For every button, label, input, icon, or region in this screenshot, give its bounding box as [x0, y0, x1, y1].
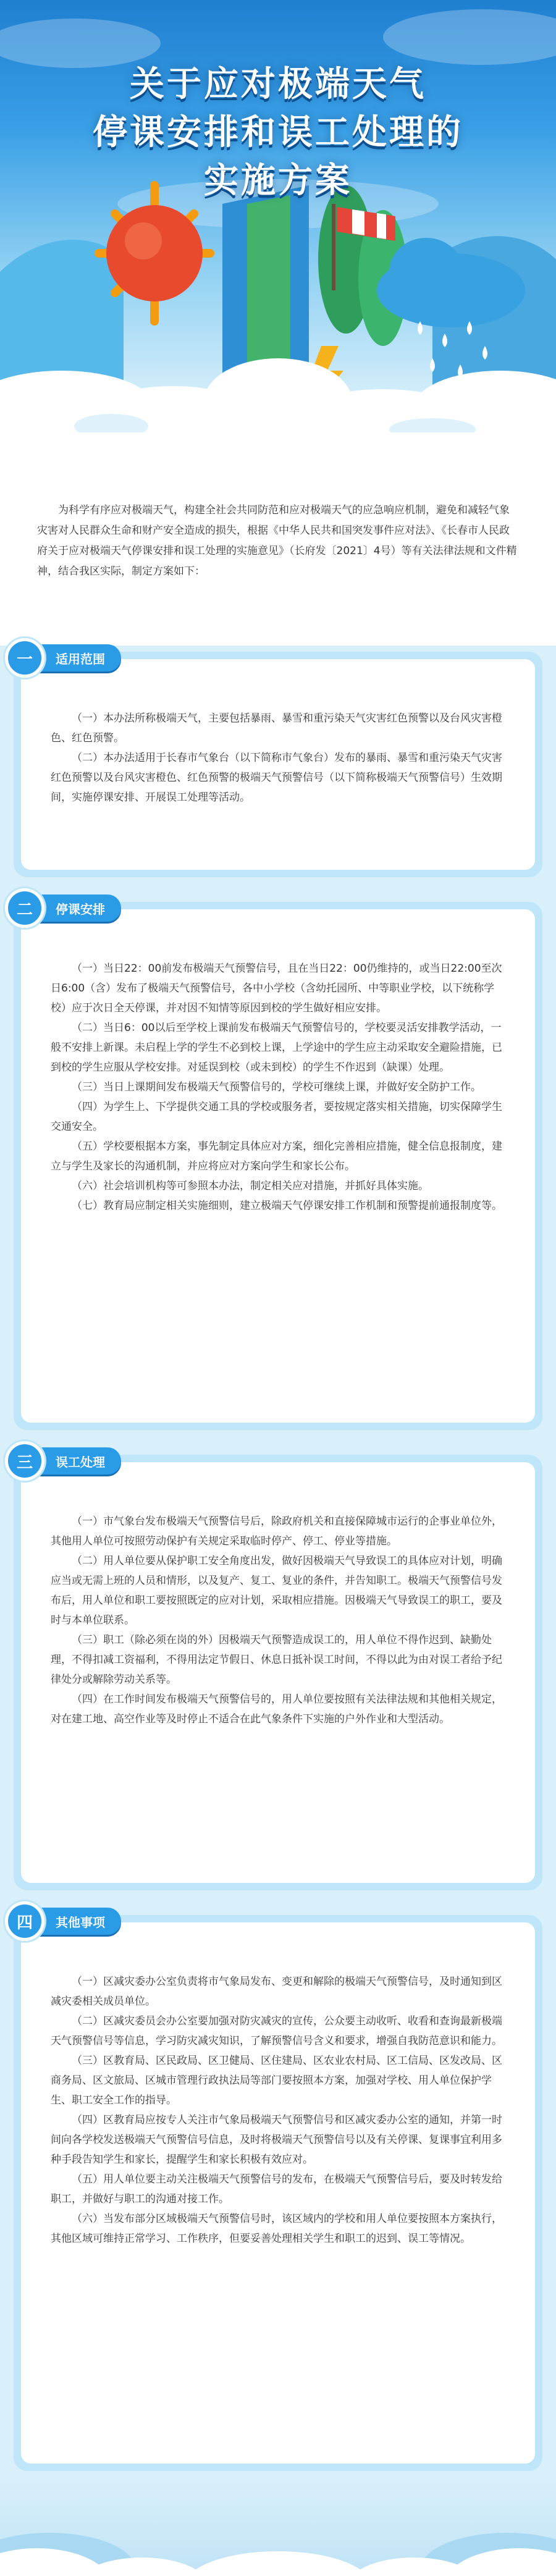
- section-header: [5, 638, 121, 678]
- paragraph: （二）本办法适用于长春市气象台（以下简称市气象台）发布的暴雨、暴雪和重污染天气灾害红色预警以及台风灾害橙色、红色预警的极端天气预警信号（以下简称极端天气预警信号）生效期间，实施停课安排、开展误工处理等活动。: [51, 752, 502, 804]
- section-class-suspension: [14, 902, 542, 1430]
- section-body: [51, 1972, 505, 2249]
- section-other-matters: [14, 1915, 542, 2471]
- section-title: 适用范围: [37, 644, 121, 671]
- section-body: [51, 959, 505, 1216]
- paragraph: （三）当日上课期间发布极端天气预警信号的，学校可继续上课，并做好安全防护工作。: [72, 1081, 481, 1093]
- section-card: [16, 1913, 535, 2464]
- section-body: [51, 1512, 505, 1729]
- title-line: 关于应对极端天气: [130, 64, 426, 104]
- paragraph: （四）在工作时间发布极端天气预警信号的，用人单位要按照有关法律法规和其他相关规定，对在建工地、高空作业等及时停止不适合在此气象条件下实施的户外作业和大型活动。: [51, 1693, 502, 1725]
- section-title: 停课安排: [37, 894, 121, 922]
- hero-banner: [0, 0, 556, 432]
- section-card: [16, 650, 535, 870]
- section-header: [5, 888, 121, 928]
- section-body: [51, 709, 505, 807]
- page-title: [0, 61, 556, 205]
- section-title: 误工处理: [37, 1447, 121, 1475]
- paragraph: （五）用人单位要主动关注极端天气预警信号的发布，在极端天气预警信号后，要及时转发给职工，并做好与职工的沟通对接工作。: [51, 2173, 502, 2205]
- section-number-badge: 三: [5, 1441, 44, 1481]
- section-number-badge: 四: [5, 1901, 44, 1941]
- paragraph: （一）本办法所称极端天气，主要包括暴雨、暴雪和重污染天气灾害红色预警以及台风灾害橙色、红色预警。: [51, 712, 502, 744]
- paragraph: （一）当日22：00前发布极端天气预警信号，且在当日22：00仍维持的，或当日22:00至次日6:00（含）发布了极端天气预警信号，各中小学校（含幼托园所、中等职业学校，以下统称学校）应于次日全天停课，并对因不知情等原因到校的学生做好相应安排。: [51, 962, 502, 1014]
- paragraph: （二）当日6：00以后至学校上课前发布极端天气预警信号的，学校要灵活安排教学活动，一般不安排上新课。未启程上学的学生不必到校上课，上学途中的学生应主动采取安全避险措施，已到校的学生应服从学校安排。对延误到校（或未到校）的学生不作迟到（缺课）处理。: [51, 1022, 502, 1074]
- footer-clouds: [0, 2477, 556, 2576]
- paragraph: （五）学校要根据本方案，事先制定具体应对方案，细化完善相应措施，健全信息报制度，建立与学生及家长的沟通机制，并应将应对方案向学生和家长公布。: [51, 1140, 502, 1172]
- paragraph: （四）为学生上、下学提供交通工具的学校或服务者，要按规定落实相关措施，切实保障学生交通安全。: [51, 1101, 502, 1133]
- paragraph: （一）市气象台发布极端天气预警信号后，除政府机关和直接保障城市运行的企事业单位外，其他用人单位可按照劳动保护有关规定采取临时停产、停工、停业等措施。: [51, 1515, 502, 1547]
- section-scope: [14, 652, 542, 877]
- section-card: [16, 1453, 535, 1883]
- section-number-badge: 一: [5, 638, 44, 678]
- section-header: [5, 1441, 121, 1481]
- intro-section: [0, 432, 556, 646]
- intro-paragraph: 为科学有序应对极端天气，构建全社会共同防范和应对极端天气的应急响应机制，避免和减轻气象灾害对人民群众生命和财产安全造成的损失，根据《中华人民共和国突发事件应对法》、《长春市人民政府关于应对极端天气停课安排和误工处理的实施意见》（长府发〔2021〕4号）等有关法律法规和文件精神，结合我区实际，制定方案如下：: [37, 504, 517, 578]
- section-number-badge: 二: [5, 888, 44, 928]
- paragraph: （六）当发布部分区域极端天气预警信号时，该区域内的学校和用人单位要按照本方案执行，其他区域可维持正常学习、工作秩序，但要妥善处理相关学生和职工的迟到、误工等情况。: [51, 2213, 502, 2245]
- footer-decoration: [0, 2477, 556, 2576]
- title-line: 停课安排和误工处理的: [93, 112, 463, 153]
- paragraph: （三）区教育局、区民政局、区卫健局、区住建局、区农业农村局、区工信局、区发改局、区商务局、区文旅局、区城市管理行政执法局等部门要按照本方案，加强对学校、用人单位保护学生、职工安全工作的指导。: [51, 2055, 502, 2107]
- paragraph: （一）区减灾委办公室负责将市气象局发布、变更和解除的极端天气预警信号，及时通知到区减灾委相关成员单位。: [51, 1976, 502, 2008]
- section-header: [5, 1901, 121, 1941]
- paragraph: （七）教育局应制定相关实施细则，建立极端天气停课安排工作机制和预警提前通报制度等。: [72, 1200, 502, 1212]
- paragraph: （六）社会培训机构等可参照本办法，制定相关应对措施，并抓好具体实施。: [72, 1180, 429, 1192]
- section-card: [16, 900, 535, 1423]
- title-line: 实施方案: [204, 161, 352, 201]
- section-title: 其他事项: [37, 1908, 121, 1935]
- paragraph: （二）用人单位要从保护职工安全角度出发，做好因极端天气导致误工的具体应对计划，明确应当或无需上班的人员和情形，以及复产、复工、复业的条件，并告知职工。极端天气预警信号发布后，用人单位和职工要按照既定的应对计划，采取相应措施。因极端天气导致误工的职工，要及时与本单位联系。: [51, 1555, 502, 1627]
- paragraph: （三）职工（除必须在岗的外）因极端天气预警造成误工的，用人单位不得作迟到、缺勤处理，不得扣减工资福利，不得用法定节假日、休息日抵补误工时间，不得以此为由对误工者给予纪律处分或解除劳动关系等。: [51, 1634, 502, 1686]
- section-work-delay: [14, 1455, 542, 1890]
- paragraph: （四）区教育局应按专人关注市气象局极端天气预警信号和区减灾委办公室的通知，并第一时间向各学校发送极端天气预警信号信息，及时将极端天气预警信号以及有关停课、复课事宜利用多种手段告知学生和家长，提醒学生和家长积极有效应对。: [51, 2114, 502, 2166]
- paragraph: （二）区减灾委员会办公室要加强对防灾减灾的宣传，公众要主动收听、收看和查询最新极端天气预警信号等信息，学习防灾减灾知识，了解预警信号含义和要求，增强自我防范意识和能力。: [51, 2015, 502, 2047]
